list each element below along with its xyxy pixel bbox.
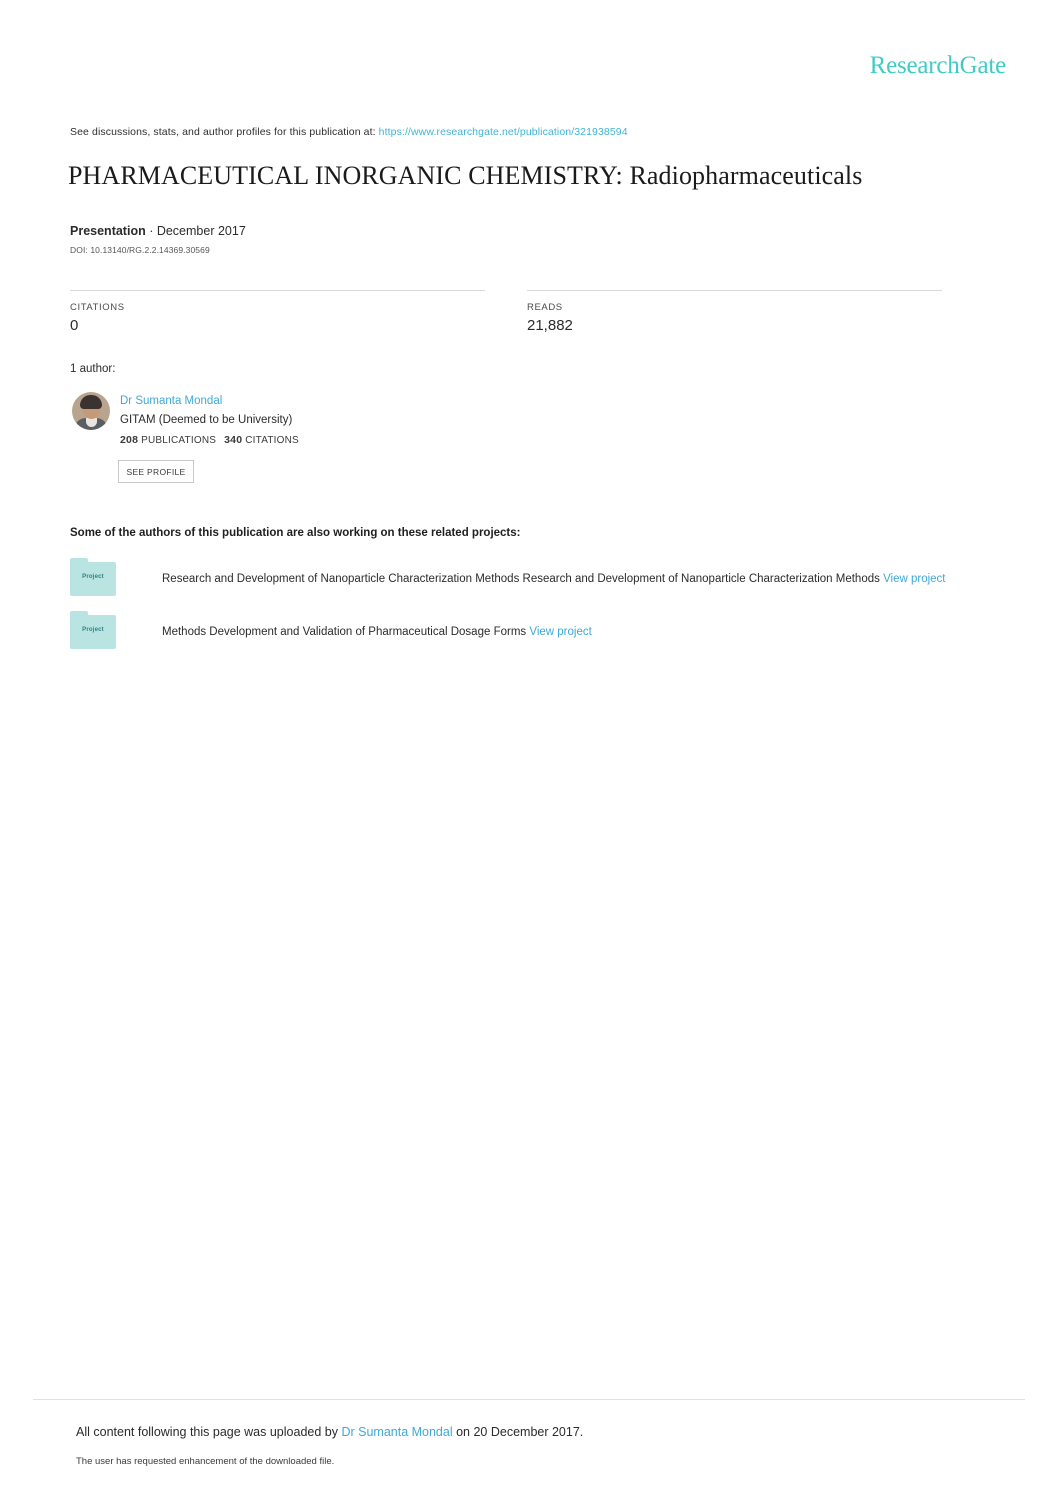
view-project-link[interactable]: View project xyxy=(529,626,592,638)
footer-enhancement-note: The user has requested enhancement of the downloaded file. xyxy=(76,1456,335,1467)
project-icon-label: Project xyxy=(82,574,104,580)
publication-date: December 2017 xyxy=(156,224,246,238)
author-name-link[interactable]: Dr Sumanta Mondal xyxy=(120,395,223,407)
avatar xyxy=(72,392,110,430)
author-publications-label: PUBLICATIONS xyxy=(141,435,217,446)
project-title-text: Methods Development and Validation of Pharmaceutical Dosage Forms xyxy=(162,626,527,638)
publication-type: Presentation xyxy=(70,224,146,238)
footer-author-link[interactable]: Dr Sumanta Mondal xyxy=(341,1425,453,1439)
divider-reads xyxy=(527,290,942,291)
footer-upload-suffix: on 20 December 2017. xyxy=(452,1425,584,1439)
project-row xyxy=(70,562,950,598)
author-publications-count: 208 xyxy=(120,434,139,446)
reads-label: READS xyxy=(527,302,563,313)
page-title: PHARMACEUTICAL INORGANIC CHEMISTRY: Radiopharmaceuticals xyxy=(68,161,863,190)
project-folder-icon xyxy=(70,562,116,596)
publication-url-link[interactable]: https://www.researchgate.net/publication/321938594 xyxy=(378,126,628,138)
project-icon-label: Project xyxy=(82,627,104,633)
project-description xyxy=(162,626,592,638)
avatar-hair xyxy=(80,395,102,409)
discussions-text: See discussions, stats, and author profiles for this publication at: xyxy=(70,126,376,138)
publication-separator: · xyxy=(145,224,157,238)
citations-value: 0 xyxy=(70,317,79,334)
author-stats xyxy=(120,434,299,446)
project-folder-icon xyxy=(70,615,116,649)
project-description xyxy=(162,573,946,585)
citations-label: CITATIONS xyxy=(70,302,125,313)
author-citations-count: 340 xyxy=(224,434,243,446)
publication-doi: DOI: 10.13140/RG.2.2.14369.30569 xyxy=(70,245,210,255)
authors-count-label: 1 author: xyxy=(70,363,116,375)
author-citations-label: CITATIONS xyxy=(245,435,299,446)
author-affiliation: GITAM (Deemed to be University) xyxy=(120,414,293,426)
publication-type-line xyxy=(70,224,246,238)
footer-divider xyxy=(33,1399,1025,1400)
project-row xyxy=(70,615,950,651)
footer-upload-note xyxy=(76,1425,583,1439)
reads-value: 21,882 xyxy=(527,317,573,334)
researchgate-logo: ResearchGate xyxy=(869,52,1006,79)
see-profile-button[interactable]: SEE PROFILE xyxy=(118,460,194,483)
divider-citations xyxy=(70,290,485,291)
discussions-line xyxy=(70,126,628,138)
footer-upload-prefix: All content following this page was uploaded by xyxy=(76,1425,342,1439)
project-title-text: Research and Development of Nanoparticle Characterization Methods Research and Development of Nanoparticle Characterization Methods xyxy=(162,573,880,585)
related-projects-heading: Some of the authors of this publication are also working on these related projects: xyxy=(70,527,521,539)
view-project-link[interactable]: View project xyxy=(883,573,946,585)
